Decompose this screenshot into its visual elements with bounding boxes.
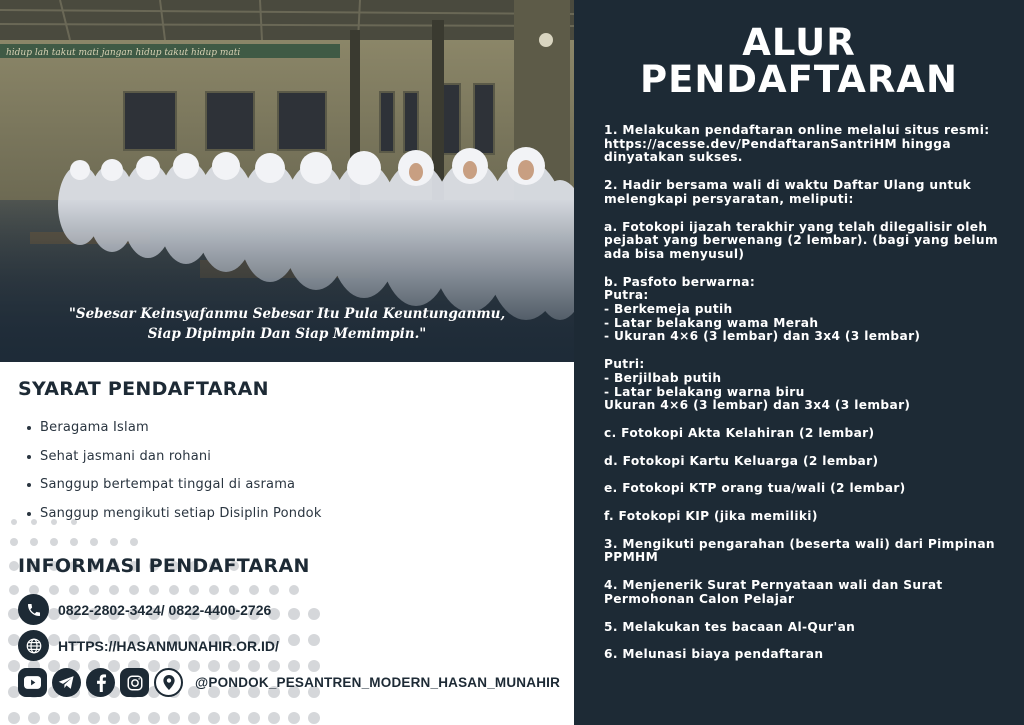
phone-number[interactable]: 0822-2802-3424/ 0822-4400-2726: [58, 601, 272, 618]
syarat-list: [24, 420, 322, 534]
step-item: 1. Melakukan pendaftaran online melalui situs resmi: https://acesse.dev/PendaftaranSantriHM hingga dinyatakan sukses.: [604, 123, 990, 165]
step-item: a. Fotokopi ijazah terakhir yang telah dilegalisir oleh pejabat yang berwenang (2 lembar). (bagi yang belum ada bisa menyusul): [604, 219, 998, 261]
phone-row: [18, 594, 271, 625]
youtube-icon[interactable]: [18, 668, 47, 697]
list-item: Sanggup bertempat tinggal di asrama: [24, 477, 322, 506]
alur-title: [574, 21, 1024, 101]
globe-icon: [18, 630, 49, 661]
alur-steps: [604, 124, 1014, 676]
list-item: Beragama Islam: [24, 420, 322, 449]
step-item: e. Fotokopi KTP orang tua/wali (2 lembar): [604, 481, 906, 496]
step-item: d. Fotokopi Kartu Keluarga (2 lembar): [604, 453, 879, 468]
step-item: c. Fotokopi Akta Kelahiran (2 lembar): [604, 425, 875, 440]
alur-title-line-1: ALUR: [742, 21, 856, 64]
list-item: Sanggup mengikuti setiap Disiplin Pondok: [24, 506, 322, 535]
step-item: 5. Melakukan tes bacaan Al-Qur'an: [604, 619, 856, 634]
svg-text:hidup lah takut mati jangan hi: hidup lah takut mati jangan hidup takut hidup mati: [6, 48, 241, 58]
step-item: 2. Hadir bersama wali di waktu Daftar Ulang untuk melengkapi persyaratan, meliputi:: [604, 178, 972, 206]
social-row: [18, 668, 560, 697]
step-item: b. Pasfoto berwarna: Putra: - Berkemeja putih - Latar belakang wama Merah - Ukuran 4×6 (3 lembar) dan 3x4 (3 lembar): [604, 274, 921, 344]
website-link[interactable]: HTTPS://HASANMUNAHIR.OR.ID/: [58, 637, 279, 654]
alur-panel: [574, 0, 1024, 725]
informasi-title: INFORMASI PENDAFTARAN: [18, 555, 310, 577]
hero-photo: [0, 0, 574, 362]
step-item: 6. Melunasi biaya pendaftaran: [604, 647, 824, 662]
syarat-title: SYARAT PENDAFTARAN: [18, 378, 269, 400]
quote-line-2: Siap Dipimpin Dan Siap Memimpin.": [147, 326, 427, 342]
alur-title-line-2: PENDAFTARAN: [639, 58, 959, 101]
motto-quote: [0, 304, 574, 344]
facebook-icon[interactable]: [86, 668, 115, 697]
telegram-icon[interactable]: [52, 668, 81, 697]
step-item: f. Fotokopi KIP (jika memiliki): [604, 509, 818, 524]
instagram-icon[interactable]: [120, 668, 149, 697]
phone-icon: [18, 594, 49, 625]
list-item: Sehat jasmani dan rohani: [24, 449, 322, 478]
left-info-section: [0, 362, 574, 725]
step-item: 4. Menjenerik Surat Pernyataan wali dan Surat Permohonan Calon Pelajar: [604, 578, 943, 606]
website-row: [18, 630, 279, 661]
step-item: 3. Mengikuti pengarahan (beserta wali) dari Pimpinan PPMHM: [604, 536, 995, 565]
step-item: Putri: - Berjilbab putih - Latar belakang warna biru Ukuran 4×6 (3 lembar) dan 3x4 (3 lembar): [604, 357, 911, 413]
location-icon[interactable]: [154, 668, 183, 697]
social-handle[interactable]: @PONDOK_PESANTREN_MODERN_HASAN_MUNAHIR: [195, 675, 561, 690]
quote-line-1: "Sebesar Keinsyafanmu Sebesar Itu Pula Keuntunganmu,: [68, 306, 506, 322]
